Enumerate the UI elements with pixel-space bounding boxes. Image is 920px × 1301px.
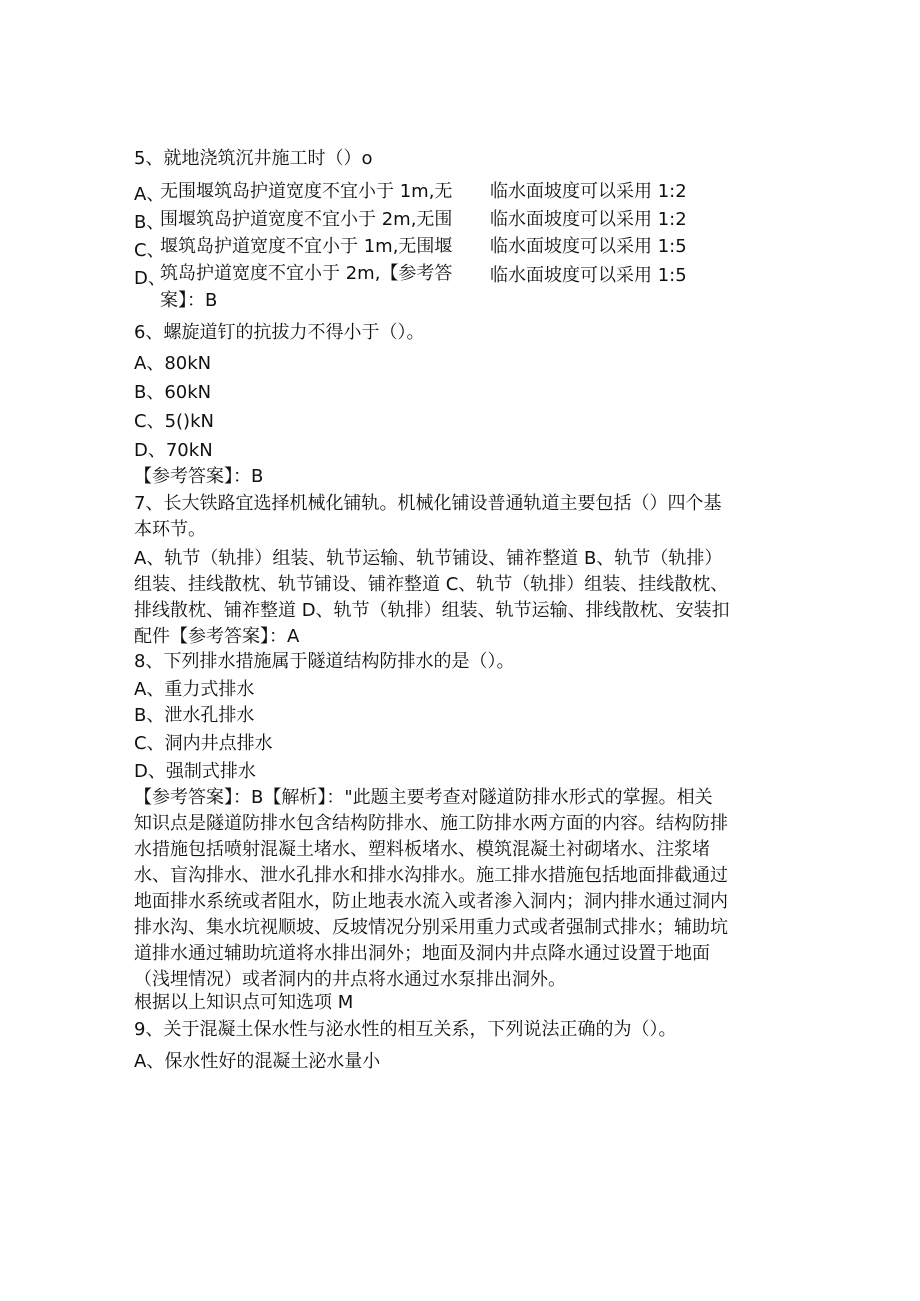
q8-analysis-line-7: 道排水通过辅助坑道将水排出洞外；地面及洞内井点降水通过设置于地面	[134, 943, 710, 964]
q6-answer: 【参考答案】：B	[134, 466, 264, 487]
q8-option-b: B、泄水孔排水	[134, 705, 255, 726]
q9-option-a: A、保水性好的混凝土泌水量小	[134, 1051, 381, 1072]
q6-option-c: C、5()kN	[134, 411, 214, 432]
q6-option-b: B、60kN	[134, 382, 212, 403]
q6-option-a: A、80kN	[134, 353, 212, 374]
q8-analysis-line-3: 水措施包括喷射混凝土堵水、塑料板堵水、模筑混凝土衬砌堵水、注浆堵	[134, 839, 710, 860]
q8-option-c: C、洞内井点排水	[134, 733, 273, 754]
question-5-stem: 5、就地浇筑沉井施工时（）o	[134, 148, 373, 169]
q6-option-d: D、70kN	[134, 440, 213, 461]
q8-analysis-line-1: 【参考答案】：B【解析】："此题主要考查对隧道防排水形式的掌握。相关	[134, 787, 713, 808]
q7-body-line-2: 组装、挂线散枕、轨节铺设、铺祚整道 C、轨节（轨排）组装、挂线散枕、	[134, 574, 729, 595]
q8-option-d: D、强制式排水	[134, 761, 256, 782]
q5-option-b-letter: B、	[134, 212, 165, 233]
q5-option-b-text: 围堰筑岛护道宽度不宜小于 2m,无围	[160, 209, 453, 230]
question-9-stem: 9、关于混凝土保水性与泌水性的相互关系，下列说法正确的为（）。	[134, 1019, 677, 1040]
question-8-stem: 8、下列排水措施属于隧道结构防排水的是（）。	[134, 651, 515, 672]
q7-body-line-4: 配件【参考答案】：A	[134, 626, 300, 647]
q8-option-a: A、重力式排水	[134, 679, 255, 700]
q5-option-c-letter: C、	[134, 240, 165, 261]
q5-option-c-text-right: 临水面坡度可以采用 1:5	[490, 236, 687, 257]
q5-option-a-text-right: 临水面坡度可以采用 1:2	[490, 181, 687, 202]
q8-analysis-line-5: 地面排水系统或者阻水，防止地表水流入或者渗入洞内；洞内排水通过洞内	[134, 891, 728, 912]
q5-option-d-text: 筑岛护道宽度不宜小于 2m,【参考答	[160, 263, 453, 284]
q5-option-d-letter: D、	[134, 268, 166, 289]
q8-conclusion: 根据以上知识点可知选项 M	[134, 992, 354, 1013]
q7-body-line-3: 排线散枕、铺祚整道 D、轨节（轨排）组装、轨节运输、排线散枕、安装扣	[134, 600, 730, 621]
q5-option-a-letter: A、	[134, 184, 165, 205]
question-7-options	[134, 546, 804, 650]
q5-option-d-text-right: 临水面坡度可以采用 1:5	[490, 265, 687, 286]
q5-option-a-text: 无围堰筑岛护道宽度不宜小于 1m,无	[160, 181, 453, 202]
q7-stem-line-1: 7、长大铁路宜选择机械化铺轨。机械化铺设普通轨道主要包括（）四个基	[134, 493, 722, 514]
q8-analysis-line-8: （浅埋情况）或者洞内的井点将水通过水泵排出洞外。	[134, 969, 566, 990]
q7-stem-line-2: 本环节。	[134, 519, 206, 540]
q8-analysis	[134, 785, 804, 993]
question-6-stem: 6、螺旋道钉的抗拔力不得小于（）。	[134, 322, 425, 343]
q5-option-c-text: 堰筑岛护道宽度不宜小于 1m,无围堰	[160, 236, 453, 257]
q7-body-line-1: A、轨节（轨排）组装、轨节运输、轨节铺设、铺祚整道 B、轨节（轨排）	[134, 548, 723, 569]
q5-answer: 案】：B	[160, 290, 218, 311]
q8-analysis-line-2: 知识点是隧道防排水包含结构防排水、施工防排水两方面的内容。结构防排	[134, 813, 728, 834]
q5-option-b-text-right: 临水面坡度可以采用 1:2	[490, 209, 687, 230]
q8-analysis-line-6: 排水沟、集水坑视顺坡、反坡情况分别采用重力式或者强制式排水；辅助坑	[134, 917, 728, 938]
question-7-stem	[134, 491, 804, 543]
q8-analysis-line-4: 水、盲沟排水、泄水孔排水和排水沟排水。施工排水措施包括地面排截通过	[134, 865, 728, 886]
